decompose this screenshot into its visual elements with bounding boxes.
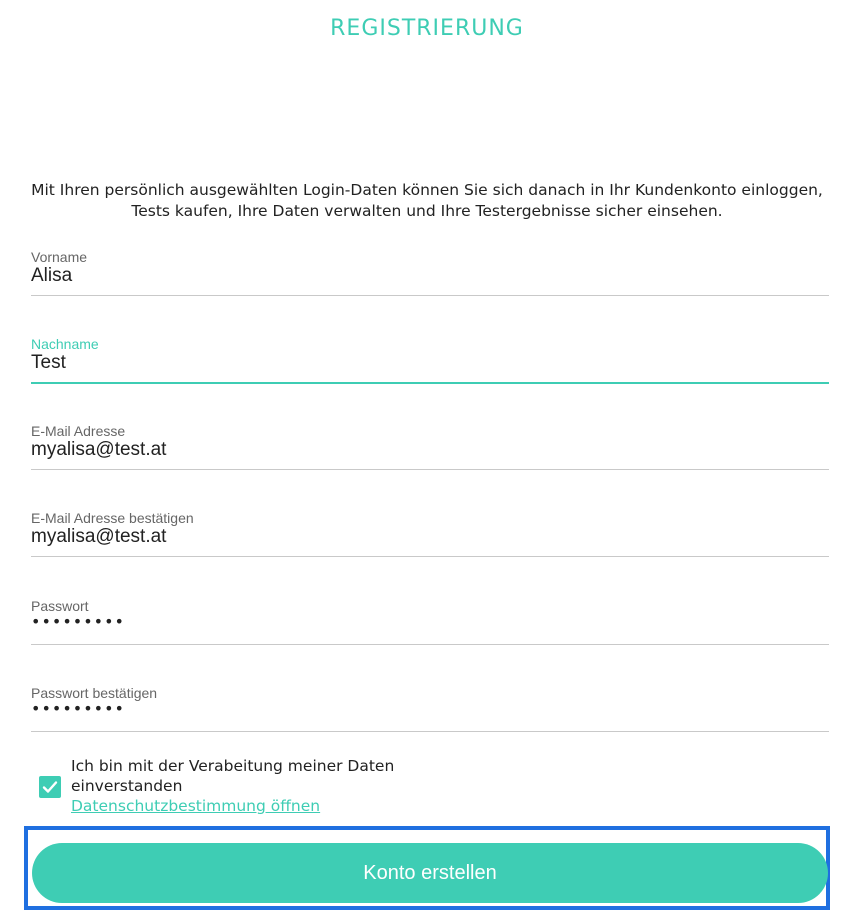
password-label: Passwort <box>31 598 89 614</box>
consent-row <box>39 756 539 816</box>
last-name-label: Nachname <box>31 336 99 352</box>
last-name-input[interactable] <box>31 351 829 375</box>
password-confirm-field[interactable] <box>31 685 829 732</box>
email-confirm-field[interactable] <box>31 510 829 557</box>
email-field[interactable] <box>31 423 829 470</box>
email-confirm-input[interactable] <box>31 525 829 549</box>
intro-text: Mit Ihren persönlich ausgewählten Login-Daten können Sie sich danach in Ihr Kundenkonto einloggen, Tests kaufen, Ihre Daten verwalten und Ihre Testergebnisse sicher einsehen. <box>31 181 823 220</box>
first-name-field[interactable] <box>31 249 829 296</box>
email-confirm-label: E-Mail Adresse bestätigen <box>31 510 194 526</box>
last-name-field[interactable] <box>31 336 829 384</box>
email-label: E-Mail Adresse <box>31 423 126 439</box>
first-name-input[interactable] <box>31 264 829 288</box>
password-confirm-input[interactable]: ••••••••• <box>31 699 125 718</box>
consent-checkbox[interactable] <box>39 776 61 798</box>
password-input[interactable]: ••••••••• <box>31 612 125 631</box>
consent-label: Ich bin mit der Verabeitung meiner Daten einverstanden <box>71 757 395 795</box>
checkmark-icon <box>42 779 58 795</box>
password-confirm-label: Passwort bestätigen <box>31 685 158 701</box>
page-title: REGISTRIERUNG <box>330 16 524 41</box>
privacy-policy-link[interactable]: Datenschutzbestimmung öffnen <box>71 797 321 815</box>
first-name-label: Vorname <box>31 249 88 265</box>
password-field[interactable] <box>31 598 829 645</box>
create-account-button[interactable]: Konto erstellen <box>32 843 828 903</box>
email-input[interactable] <box>31 438 829 462</box>
